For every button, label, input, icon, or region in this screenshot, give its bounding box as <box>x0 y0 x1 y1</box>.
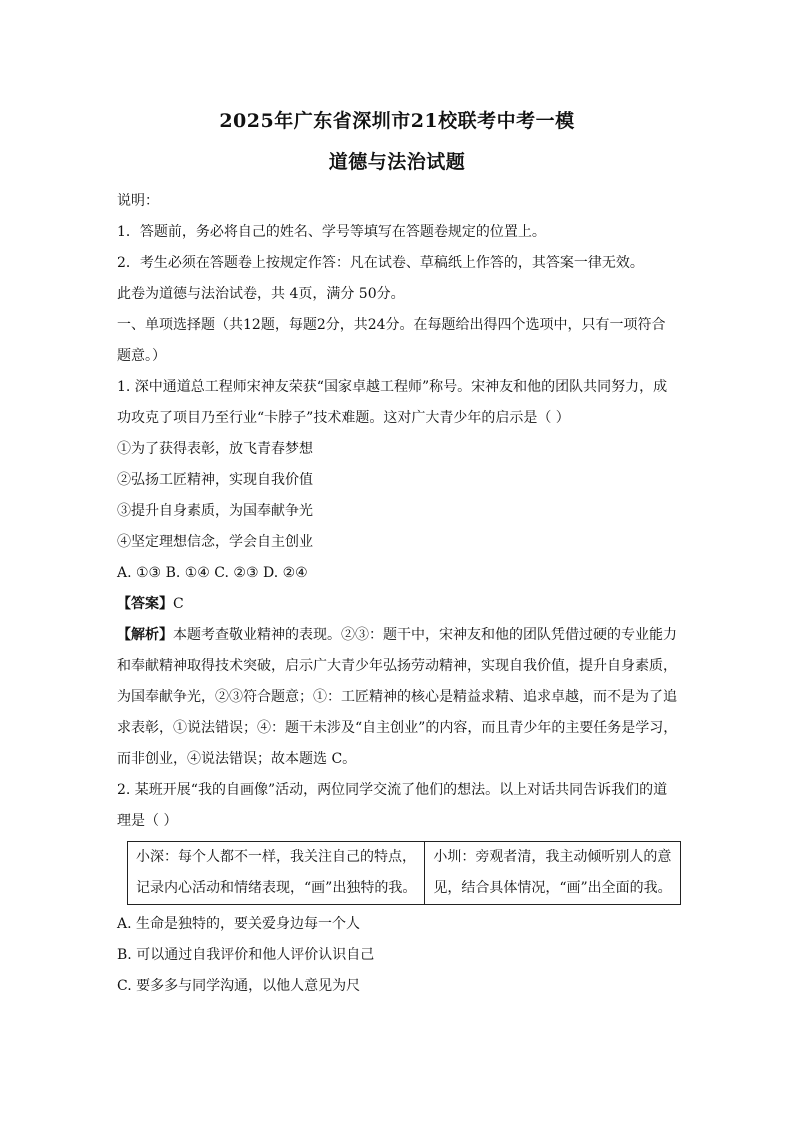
left-cell-line-2: 记录内心活动和情绪表现，“画”出独特的我。 <box>136 880 417 896</box>
q1-choices: A. ①③ B. ①④ C. ②③ D. ②④ <box>117 565 308 581</box>
q1-stem-line-1: 1. 深中通道总工程师宋神友荣获“国家卓越工程师”称号。宋神友和他的团队共同努力，成 <box>117 379 668 395</box>
section-heading-line-2: 题意。） <box>117 348 166 364</box>
q1-analysis-line-5: 而非创业，④说法错误；故本题选 C。 <box>117 751 357 767</box>
dialogue-table <box>127 841 681 905</box>
right-cell-line-2: 见，结合具体情况，“画”出全面的我。 <box>433 880 672 896</box>
exam-subtitle: 道德与法治试题 <box>328 151 466 173</box>
exam-title: 2025年广东省深圳市21校联考中考一模 <box>219 110 575 132</box>
analysis-label: 【解析】 <box>117 627 173 643</box>
q1-analysis-line-4: 求表彰，①说法错误；④：题干未涉及“自主创业”的内容，而且青少年的主要任务是学习， <box>117 720 678 736</box>
instructions-heading: 说明： <box>117 193 159 209</box>
q2-option-b: B. 可以通过自我评价和他人评价认识自己 <box>117 947 375 963</box>
q1-analysis-line-3: 为国奉献争光，②③符合题意；①：工匠精神的核心是精益求精、追求卓越，而不是为了追 <box>117 689 677 705</box>
section-heading-line-1: 一、单项选择题（共12题，每题2分，共24分。在每题给出得四个选项中，只有一项符合 <box>117 317 666 333</box>
q2-stem-line-1: 2. 某班开展“我的自画像”活动，两位同学交流了他们的想法。以上对话共同告诉我们的道 <box>117 782 668 798</box>
q1-analysis-line-2: 和奉献精神取得技术突破，启示广大青少年弘扬劳动精神，实现自我价值，提升自身素质， <box>117 658 677 674</box>
q1-stem-line-2: 功攻克了项目乃至行业“卡脖子”技术难题。这对广大青少年的启示是（ ） <box>117 410 570 426</box>
instruction-item-2: 2．考生必须在答题卷上按规定作答：凡在试卷、草稿纸上作答的，其答案一律无效。 <box>117 255 644 271</box>
q2-option-c: C. 要多多与同学沟通，以他人意见为尺 <box>117 978 361 994</box>
left-cell-line-1: 小深：每个人都不一样，我关注自己的特点， <box>136 849 416 865</box>
q1-analysis-line-1 <box>117 620 682 651</box>
right-cell-line-1: 小圳：旁观者清，我主动倾听别人的意 <box>433 849 672 865</box>
table-row <box>128 842 681 905</box>
table-cell-right <box>425 842 680 905</box>
q1-option-3: ③提升自身素质，为国奉献争光 <box>117 503 313 519</box>
q1-option-1: ①为了获得表彰，放飞青春梦想 <box>117 441 313 457</box>
q2-stem-line-2: 理是（ ） <box>117 813 178 829</box>
analysis-text: 本题考查敬业精神的表现。②③：题干中，宋神友和他的团队凭借过硬的专业能力 <box>173 627 677 643</box>
table-cell-left <box>128 842 425 905</box>
paper-info: 此卷为道德与法治试卷，共 4页，满分 50分。 <box>117 286 405 302</box>
q1-option-4: ④坚定理想信念，学会自主创业 <box>117 534 313 550</box>
q1-answer <box>117 589 682 620</box>
document-body <box>117 186 682 1002</box>
q2-option-a: A. 生命是独特的，要关爱身边每一个人 <box>117 916 361 932</box>
q1-option-2: ②弘扬工匠精神，实现自我价值 <box>117 472 313 488</box>
instruction-item-1: 1．答题前，务必将自己的姓名、学号等填写在答题卷规定的位置上。 <box>117 224 546 240</box>
answer-label: 【答案】 <box>117 596 173 612</box>
answer-value: C <box>173 596 184 612</box>
